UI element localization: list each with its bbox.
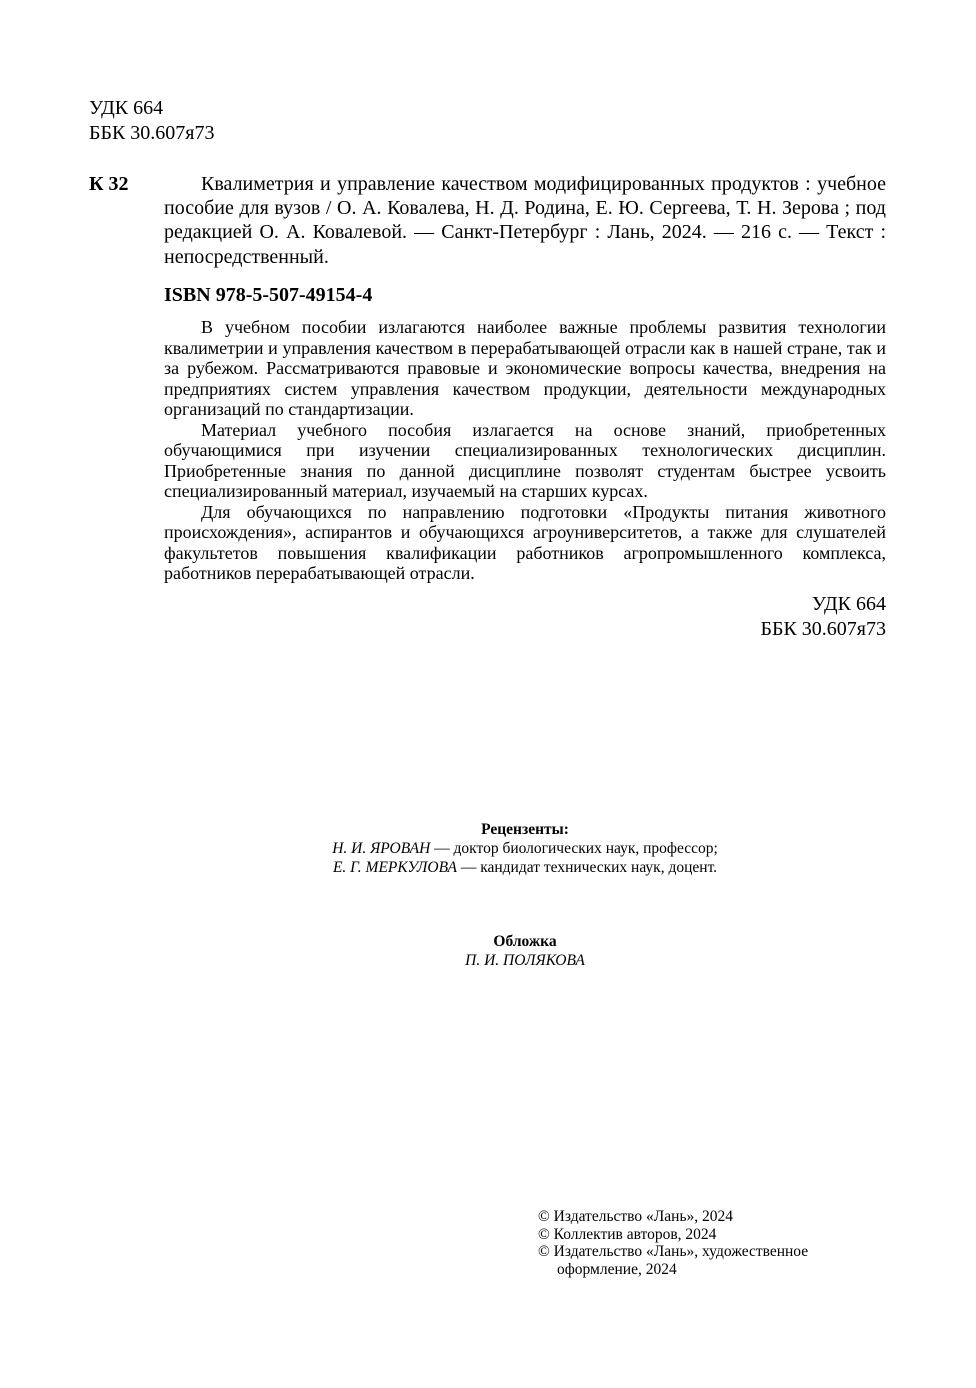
bbk-code: ББК 30.607я73 — [89, 122, 215, 144]
udk-code-repeat: УДК 664 — [811, 593, 886, 615]
classification-repeat — [760, 592, 886, 642]
cover-credit — [320, 932, 730, 970]
reviewer-description: — кандидат технических наук, доцент. — [456, 859, 718, 876]
reviewer-entry — [220, 858, 830, 877]
copyright-line: © Издательство «Лань», художественное — [538, 1243, 809, 1260]
bibliographic-description — [164, 172, 886, 269]
bibliographic-text: Квалиметрия и управление качеством модифицированных продуктов : учебное пособие для вузов / О. А. Ковалева, Н. Д. Родина, Е. Ю. Сергеева, Т. Н. Зерова ; под редакцией О. А. Ковалевой. — Санкт-Петербург : Лань, 2024. — 216 с. — Текст : непосредственный. — [164, 173, 886, 268]
abstract-paragraph: В учебном пособии излагаются наиболее важные проблемы развития технологии квалиметрии и управления качеством в перерабатывающей отрасли как в нашей стране, так и за рубежом. Рассматриваются правовые и экономические вопросы качества, внедрения на предприятиях систем управления качеством продукции, деятельности международных организаций по стандартизации. — [164, 317, 886, 419]
reviewers-block — [220, 820, 830, 877]
abstract — [164, 317, 886, 584]
udk-code: УДК 664 — [89, 97, 164, 119]
cover-heading: Обложка — [493, 933, 557, 950]
reviewer-name: Н. И. ЯРОВАН — [332, 840, 431, 857]
bbk-code-repeat: ББК 30.607я73 — [760, 618, 886, 640]
reviewers-heading: Рецензенты: — [481, 821, 569, 838]
author-mark: К 32 — [89, 173, 129, 195]
classification-header — [89, 96, 215, 146]
cover-designer: П. И. ПОЛЯКОВА — [465, 952, 585, 969]
copyright-line-continuation: оформление, 2024 — [557, 1260, 677, 1278]
reviewer-entry — [220, 839, 830, 858]
copyright-block — [538, 1208, 808, 1278]
abstract-paragraph: Материал учебного пособия излагается на основе знаний, приобретенных обучающимися при изучении специализированных технологических дисциплин. Приобретенные знания по данной дисциплине позволят студентам быстрее усвоить специализированный материал, изучаемый на старших курсах. — [164, 419, 886, 501]
abstract-paragraph: Для обучающихся по направлению подготовки «Продукты питания животного происхождения», аспирантов и обучающихся агроуниверситетов, а также для слушателей факультетов повышения квалификации работников агропромышленного комплекса, работников перерабатывающей отрасли. — [164, 501, 886, 583]
reviewer-name: Е. Г. МЕРКУЛОВА — [332, 859, 457, 876]
copyright-line: © Издательство «Лань», 2024 — [538, 1208, 734, 1225]
copyright-line: © Коллектив авторов, 2024 — [538, 1225, 717, 1243]
reviewer-description: — доктор биологических наук, профессор; — [430, 840, 718, 857]
isbn: ISBN 978-5-507-49154-4 — [164, 284, 373, 306]
